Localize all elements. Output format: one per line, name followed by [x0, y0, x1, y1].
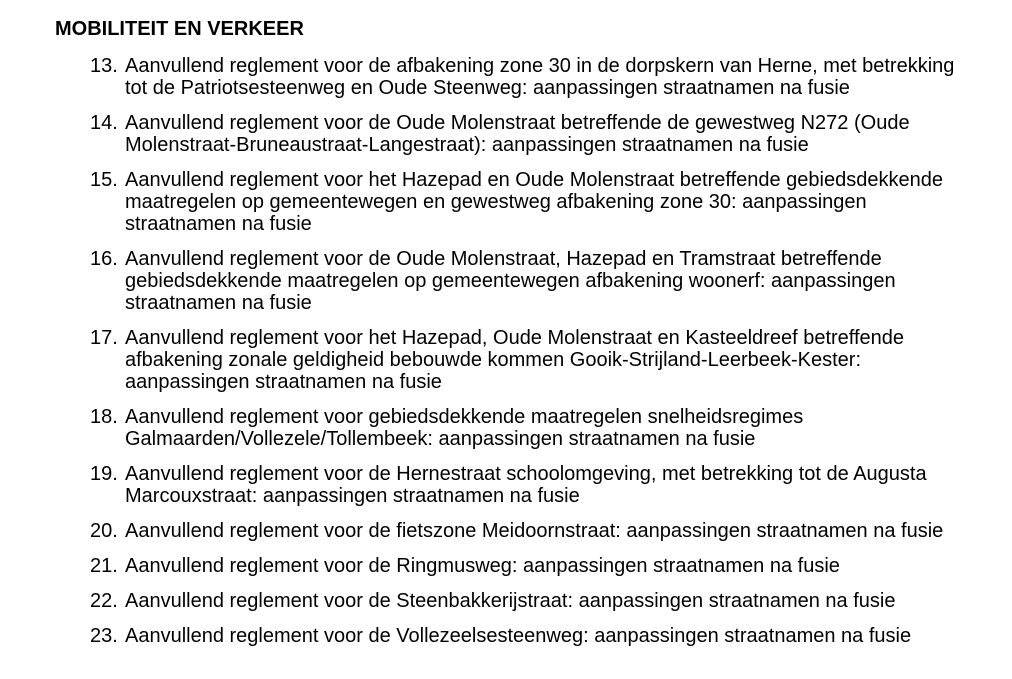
- list-item: [90, 590, 1012, 612]
- list-item: [90, 520, 1012, 542]
- agenda-list: [0, 55, 1012, 647]
- list-item-number: 19.: [90, 463, 118, 485]
- list-item-text: Aanvullend reglement voor de Hernestraat schoolomgeving, met betrekking tot de Augusta Marcouxstraat: aanpassingen straatnamen na fusie: [125, 463, 927, 507]
- list-item-text: Aanvullend reglement voor het Hazepad, Oude Molenstraat en Kasteeldreef betreffende afbakening zonale geldigheid bebouwde kommen Gooik-Strijland-Leerbeek-Kester: aanpassingen straatnamen na fusie: [125, 327, 905, 393]
- list-item: [90, 55, 1012, 99]
- list-item: [90, 112, 1012, 156]
- list-item-number: 22.: [90, 590, 118, 612]
- list-item: [90, 248, 1012, 314]
- list-item-text: Aanvullend reglement voor de fietszone Meidoornstraat: aanpassingen straatnamen na fusie: [125, 520, 944, 542]
- list-item-number: 21.: [90, 555, 118, 577]
- list-item-text: Aanvullend reglement voor de afbakening zone 30 in de dorpskern van Herne, met betrekking tot de Patriotsesteenweg en Oude Steenweg: aanpassingen straatnamen na fusie: [125, 55, 955, 99]
- list-item-number: 17.: [90, 327, 118, 349]
- list-item-number: 13.: [90, 55, 118, 77]
- list-item-text: Aanvullend reglement voor gebiedsdekkende maatregelen snelheidsregimes Galmaarden/Vollezele/Tollembeek: aanpassingen straatnamen na fusie: [125, 406, 804, 450]
- list-item-number: 16.: [90, 248, 118, 270]
- list-item-number: 14.: [90, 112, 118, 134]
- list-item: [90, 463, 1012, 507]
- list-item-number: 23.: [90, 625, 118, 647]
- list-item-text: Aanvullend reglement voor het Hazepad en Oude Molenstraat betreffende gebiedsdekkende maatregelen op gemeentewegen en gewestweg afbakening zone 30: aanpassingen straatnamen na fusie: [125, 169, 943, 235]
- list-item: [90, 327, 1012, 393]
- list-item-number: 15.: [90, 169, 118, 191]
- list-item-text: Aanvullend reglement voor de Steenbakkerijstraat: aanpassingen straatnamen na fusie: [125, 590, 896, 612]
- list-item: [90, 555, 1012, 577]
- list-item-text: Aanvullend reglement voor de Oude Molenstraat, Hazepad en Tramstraat betreffende gebiedsdekkende maatregelen op gemeentewegen afbakening woonerf: aanpassingen straatnamen na fusie: [125, 248, 896, 314]
- page-title: MOBILITEIT EN VERKEER: [55, 18, 304, 40]
- list-item: [90, 406, 1012, 450]
- list-item: [90, 625, 1012, 647]
- list-item: [90, 169, 1012, 235]
- list-item-text: Aanvullend reglement voor de Oude Molenstraat betreffende de gewestweg N272 (Oude Molenstraat-Bruneaustraat-Langestraat): aanpassingen straatnamen na fusie: [125, 112, 910, 156]
- list-item-number: 20.: [90, 520, 118, 542]
- list-item-text: Aanvullend reglement voor de Ringmusweg: aanpassingen straatnamen na fusie: [125, 555, 840, 577]
- list-item-number: 18.: [90, 406, 118, 428]
- list-item-text: Aanvullend reglement voor de Vollezeelsesteenweg: aanpassingen straatnamen na fusie: [125, 625, 912, 647]
